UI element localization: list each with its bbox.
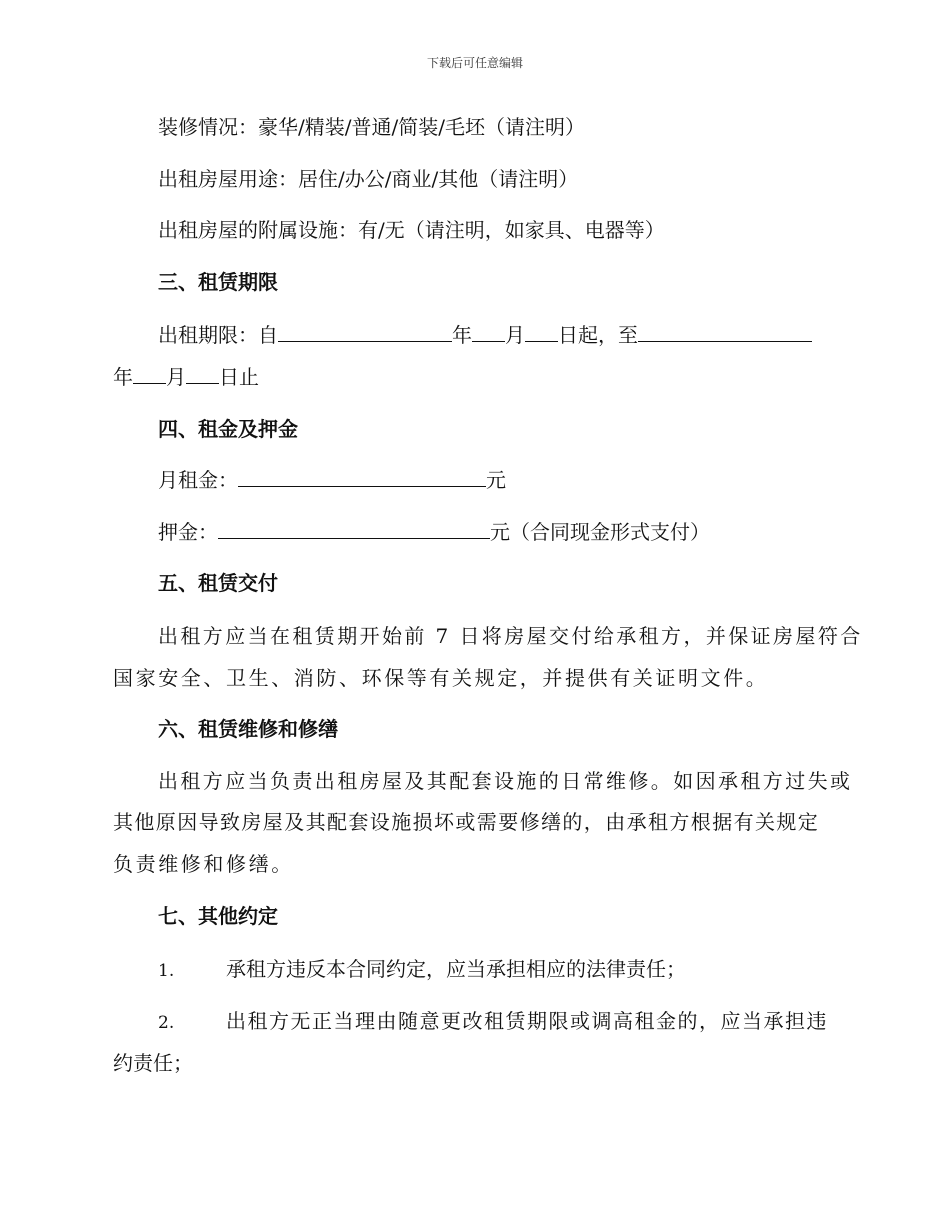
deposit-label: 押金： (158, 520, 218, 544)
repair-line-1: 出租方应当负责出租房屋及其配套设施的日常维修。如因承租方过失或 (158, 769, 853, 793)
end-year-blank[interactable] (638, 321, 812, 342)
end-day-blank[interactable] (186, 363, 219, 384)
section-6-title: 六、租赁维修和修缮 (158, 717, 338, 741)
day-start-label: 日起，至 (558, 323, 638, 347)
delivery-line-2: 国家安全、卫生、消防、环保等有关规定，并提供有关证明文件。 (113, 666, 769, 690)
repair-line-3: 负责维修和修缮。 (113, 852, 294, 876)
item-1-number: 1. (158, 961, 175, 981)
deposit-unit: 元（合同现金形式支付） (490, 520, 710, 544)
year-label: 年 (452, 323, 472, 347)
rent-label: 月租金： (158, 468, 238, 492)
section-4-title: 四、租金及押金 (158, 417, 298, 441)
month-label: 月 (505, 323, 525, 347)
list-item-1 (158, 954, 686, 986)
repair-line-2: 其他原因导致房屋及其配套设施损坏或需要修缮的，由承租方根据有关规定 (113, 810, 820, 834)
end-day-label: 日止 (219, 365, 259, 389)
lease-term-end-line (113, 362, 259, 392)
list-item-2-continued: 约责任； (113, 1051, 193, 1075)
start-year-blank[interactable] (278, 321, 452, 342)
facilities-line: 出租房屋的附属设施：有/无（请注明，如家具、电器等） (158, 218, 665, 242)
rent-unit: 元 (486, 468, 506, 492)
item-2-number: 2. (158, 1013, 175, 1033)
section-7-title: 七、其他约定 (158, 904, 278, 928)
rent-line (158, 465, 506, 495)
list-item-2 (158, 1006, 828, 1038)
decoration-line: 装修情况：豪华/精装/普通/简装/毛坯（请注明） (158, 115, 585, 139)
deposit-line (158, 517, 710, 547)
usage-line: 出租房屋用途：居住/办公/商业/其他（请注明） (158, 167, 579, 191)
start-day-blank[interactable] (525, 321, 558, 342)
start-month-blank[interactable] (472, 321, 505, 342)
lease-term-line (158, 320, 812, 350)
lease-term-label: 出租期限：自 (158, 323, 278, 347)
section-3-title: 三、租赁期限 (158, 270, 278, 294)
section-5-title: 五、租赁交付 (158, 571, 278, 595)
rent-blank[interactable] (238, 466, 486, 487)
end-month-label: 月 (166, 365, 186, 389)
delivery-line-1: 出租方应当在租赁期开始前 7 日将房屋交付给承租方，并保证房屋符合 (158, 624, 863, 648)
end-year-label: 年 (113, 365, 133, 389)
page-header: 下载后可任意编辑 (426, 56, 523, 70)
end-month-blank[interactable] (133, 363, 166, 384)
item-2-text: 出租方无正当理由随意更改租赁期限或调高租金的，应当承担违 (226, 1009, 828, 1033)
item-1-text: 承租方违反本合同约定，应当承担相应的法律责任； (226, 957, 686, 981)
deposit-blank[interactable] (218, 518, 490, 539)
